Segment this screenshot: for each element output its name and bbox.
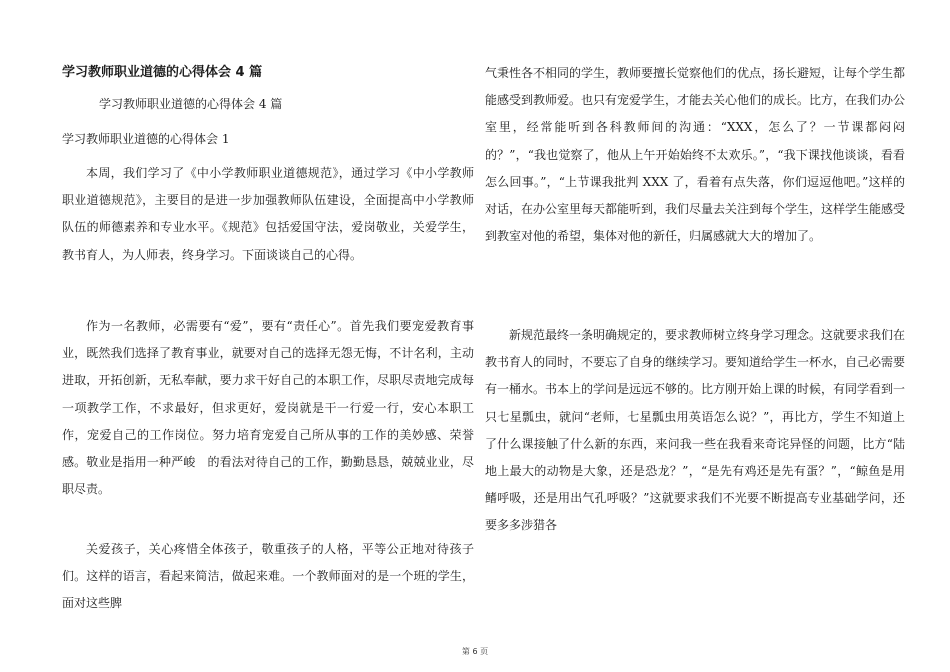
page-number: 第 6 页 [461, 647, 489, 656]
left-paragraph-2: 作为一名教师，必需要有“爱”，要有“责任心”。首先我们要宠爱教育事业，既然我们选择了教育事业，就要对自己的选择无怨无悔，不计名利，主动进取，开拓创新，无私奉献，要力求干好自己的本职工作，尽职尽责地完成每一项教学工作，不求最好，但求更好，爱岗就是干一行爱一行，安心本职工作，宠爱自己的工作岗位。努力培育宠爱自己所从事的工作的美妙感、荣誉感。敬业是指用一种严峻 的看法对待自己的工作，勤勤恳恳，兢兢业业，尽职尽责。 [62, 319, 474, 497]
left-paragraph-3: 关爱孩子，关心疼惜全体孩子，敬重孩子的人格，平等公正地对待孩子们。这样的语言，看起来简洁，做起来难。一个教师面对的是一个班的学生，面对这些脾 [62, 542, 474, 611]
right-paragraph-1: 气秉性各不相同的学生，教师要擅长觉察他们的优点，扬长避短，让每个学生都能感受到教师爱。也只有宠爱学生，才能去关心他们的成长。比方，在我们办公室里，经常能听到各科教师间的沟通：“XXX，怎么了？一节课都闷闷的？”，“我也觉察了，他从上午开始始终不太欢乐。”，“我下课找他谈谈，看看怎么回事。”，“上节课我批判 XXX 了，看着有点失落，你们逗逗他吧。”这样的对话，在办公室里每天都能听到，我们尽量去关注到每个学生，这样学生能感受到教室对他的希望，集体对他的新任，归属感就大大的增加了。 [485, 66, 906, 244]
document-title: 学习教师职业道德的心得体会 4 篇 [62, 65, 263, 80]
document-subtitle: 学习教师职业道德的心得体会 4 篇 [99, 97, 283, 111]
section-heading: 学习教师职业道德的心得体会 1 [62, 132, 230, 146]
left-paragraph-1: 本周，我们学习了《中小学教师职业道德规范》，通过学习《中小学教师职业道德规范》，主要目的是进一步加强教师队伍建设，全面提高中小学教师队伍的师德素养和专业水平。《规范》包括爱国守法，爱岗敬业，关爱学生，教书育人，为人师表，终身学习。下面谈谈自己的心得。 [62, 166, 474, 262]
right-paragraph-2: 新规范最终一条明确规定的，要求教师树立终身学习理念。这就要求我们在教书育人的同时，不要忘了自身的继续学习。要知道给学生一杯水，自己必需要有一桶水。书本上的学问是远远不够的。比方刚开始上课的时候，有同学看到一只七星瓢虫，就问“老师，七星瓢虫用英语怎么说？”，再比方，学生不知道上了什么课接触了什么新的东西，来问我一些在我看来奇诧异怪的问题，比方“陆地上最大的动物是大象，还是恐龙？”，“是先有鸡还是先有蛋？”，“鲸鱼是用鳍呼吸，还是用出气孔呼吸？”这就要求我们不光要不断提高专业基础学问，还要多多涉猎各 [485, 328, 906, 533]
